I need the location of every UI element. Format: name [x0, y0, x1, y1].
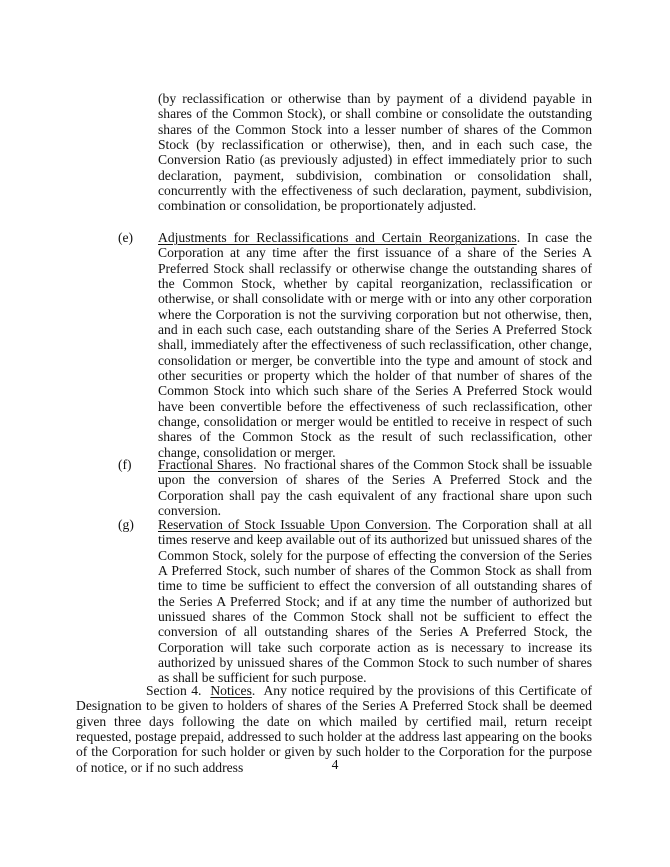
heading-punctuation: . [516, 230, 521, 245]
continuation-paragraph: (by reclassification or otherwise than by payment of a dividend payable in shares of the Common Stock), or shall combine or consolidate the outstanding shares of the Common Stock into a lesser number of shares of the Common Stock (by reclassification or otherwise), then, and in each such case, the Conversion Ratio (as previously adjusted) in effect immediately prior to such declaration, payment, subdivision, combination or consolidation shall, concurrently with the effectiveness of such declaration, payment, subdivision, combination or consolidation, be proportionately adjusted. [158, 91, 592, 214]
heading-punctuation: . [427, 517, 432, 532]
section-prefix: Section 4. [146, 683, 211, 698]
item-body: No fractional shares of the Common Stock shall be issuable upon the conversion of shares of the Series A Preferred Stock and the Corporation shall pay the cash equivalent of any fractional share upon such conversion. [158, 457, 596, 519]
item-label: (g) [118, 517, 134, 532]
item-label: (f) [118, 457, 132, 472]
section-body: Any notice required by the provisions of this Certificate of Designation to be given to holders of shares of the Series A Preferred Stock shall be deemed given three days following the date on which mailed by certified mail, return receipt requested, postage prepaid, addressed to such holder at the address last appearing on the books of the Corporation for such holder or given by such holder to the Corporation for the purpose of notice, or if no such address [76, 683, 596, 775]
item-body: In case the Corporation at any time after the first issuance of a share of the Series A Preferred Stock shall reclassify or otherwise change the outstanding shares of the Common Stock, whether by capital reorganization, reclassification or otherwise, or shall consolidate with or merge with or into any other corporation where the Corporation is not the surviving corporation but not otherwise, then, and in each such case, each outstanding share of the Series A Preferred Stock shall, immediately after the effectiveness of such reclassification, other change, consolidation or merger, be convertible into the type and amount of stock and other securities or property which the holder of that number of shares of the Common Stock into which such share of the Series A Preferred Stock would have been convertible before the effectiveness of such reclassification, other change, consolidation or merger would be entitled to receive in respect of such shares of the Common Stock as the result of such reclassification, other change, consolidation or merger. [158, 230, 592, 460]
item-paragraph [158, 457, 596, 519]
item-label: (e) [118, 230, 134, 245]
heading-punctuation: . [251, 683, 256, 698]
page-number: 4 [331, 757, 339, 772]
item-heading: Fractional Shares [158, 457, 254, 472]
item-heading: Reservation of Stock Issuable Upon Conversion [158, 517, 428, 532]
item-heading: Adjustments for Reclassifications and Certain Reorganizations [158, 230, 517, 245]
item-body: The Corporation shall at all times reserve and keep available out of its authorized but unissued shares of the Common Stock, solely for the purpose of effecting the conversion of the Series A Preferred Stock, such number of shares of the Common Stock as shall from time to time be sufficient to effect the conversion of all outstanding shares of the Series A Preferred Stock; and if at any time the number of authorized but unissued shares of the Common Stock shall not be sufficient to effect the conversion of all outstanding shares of the Series A Preferred Stock, the Corporation will take such corporate action as is necessary to increase its authorized by unissued shares of the Common Stock to such number of shares as shall be sufficient for such purpose. [158, 517, 592, 686]
item-paragraph [158, 517, 592, 686]
item-paragraph [158, 230, 592, 460]
section-heading: Notices [210, 683, 252, 698]
heading-punctuation: . [253, 457, 257, 472]
